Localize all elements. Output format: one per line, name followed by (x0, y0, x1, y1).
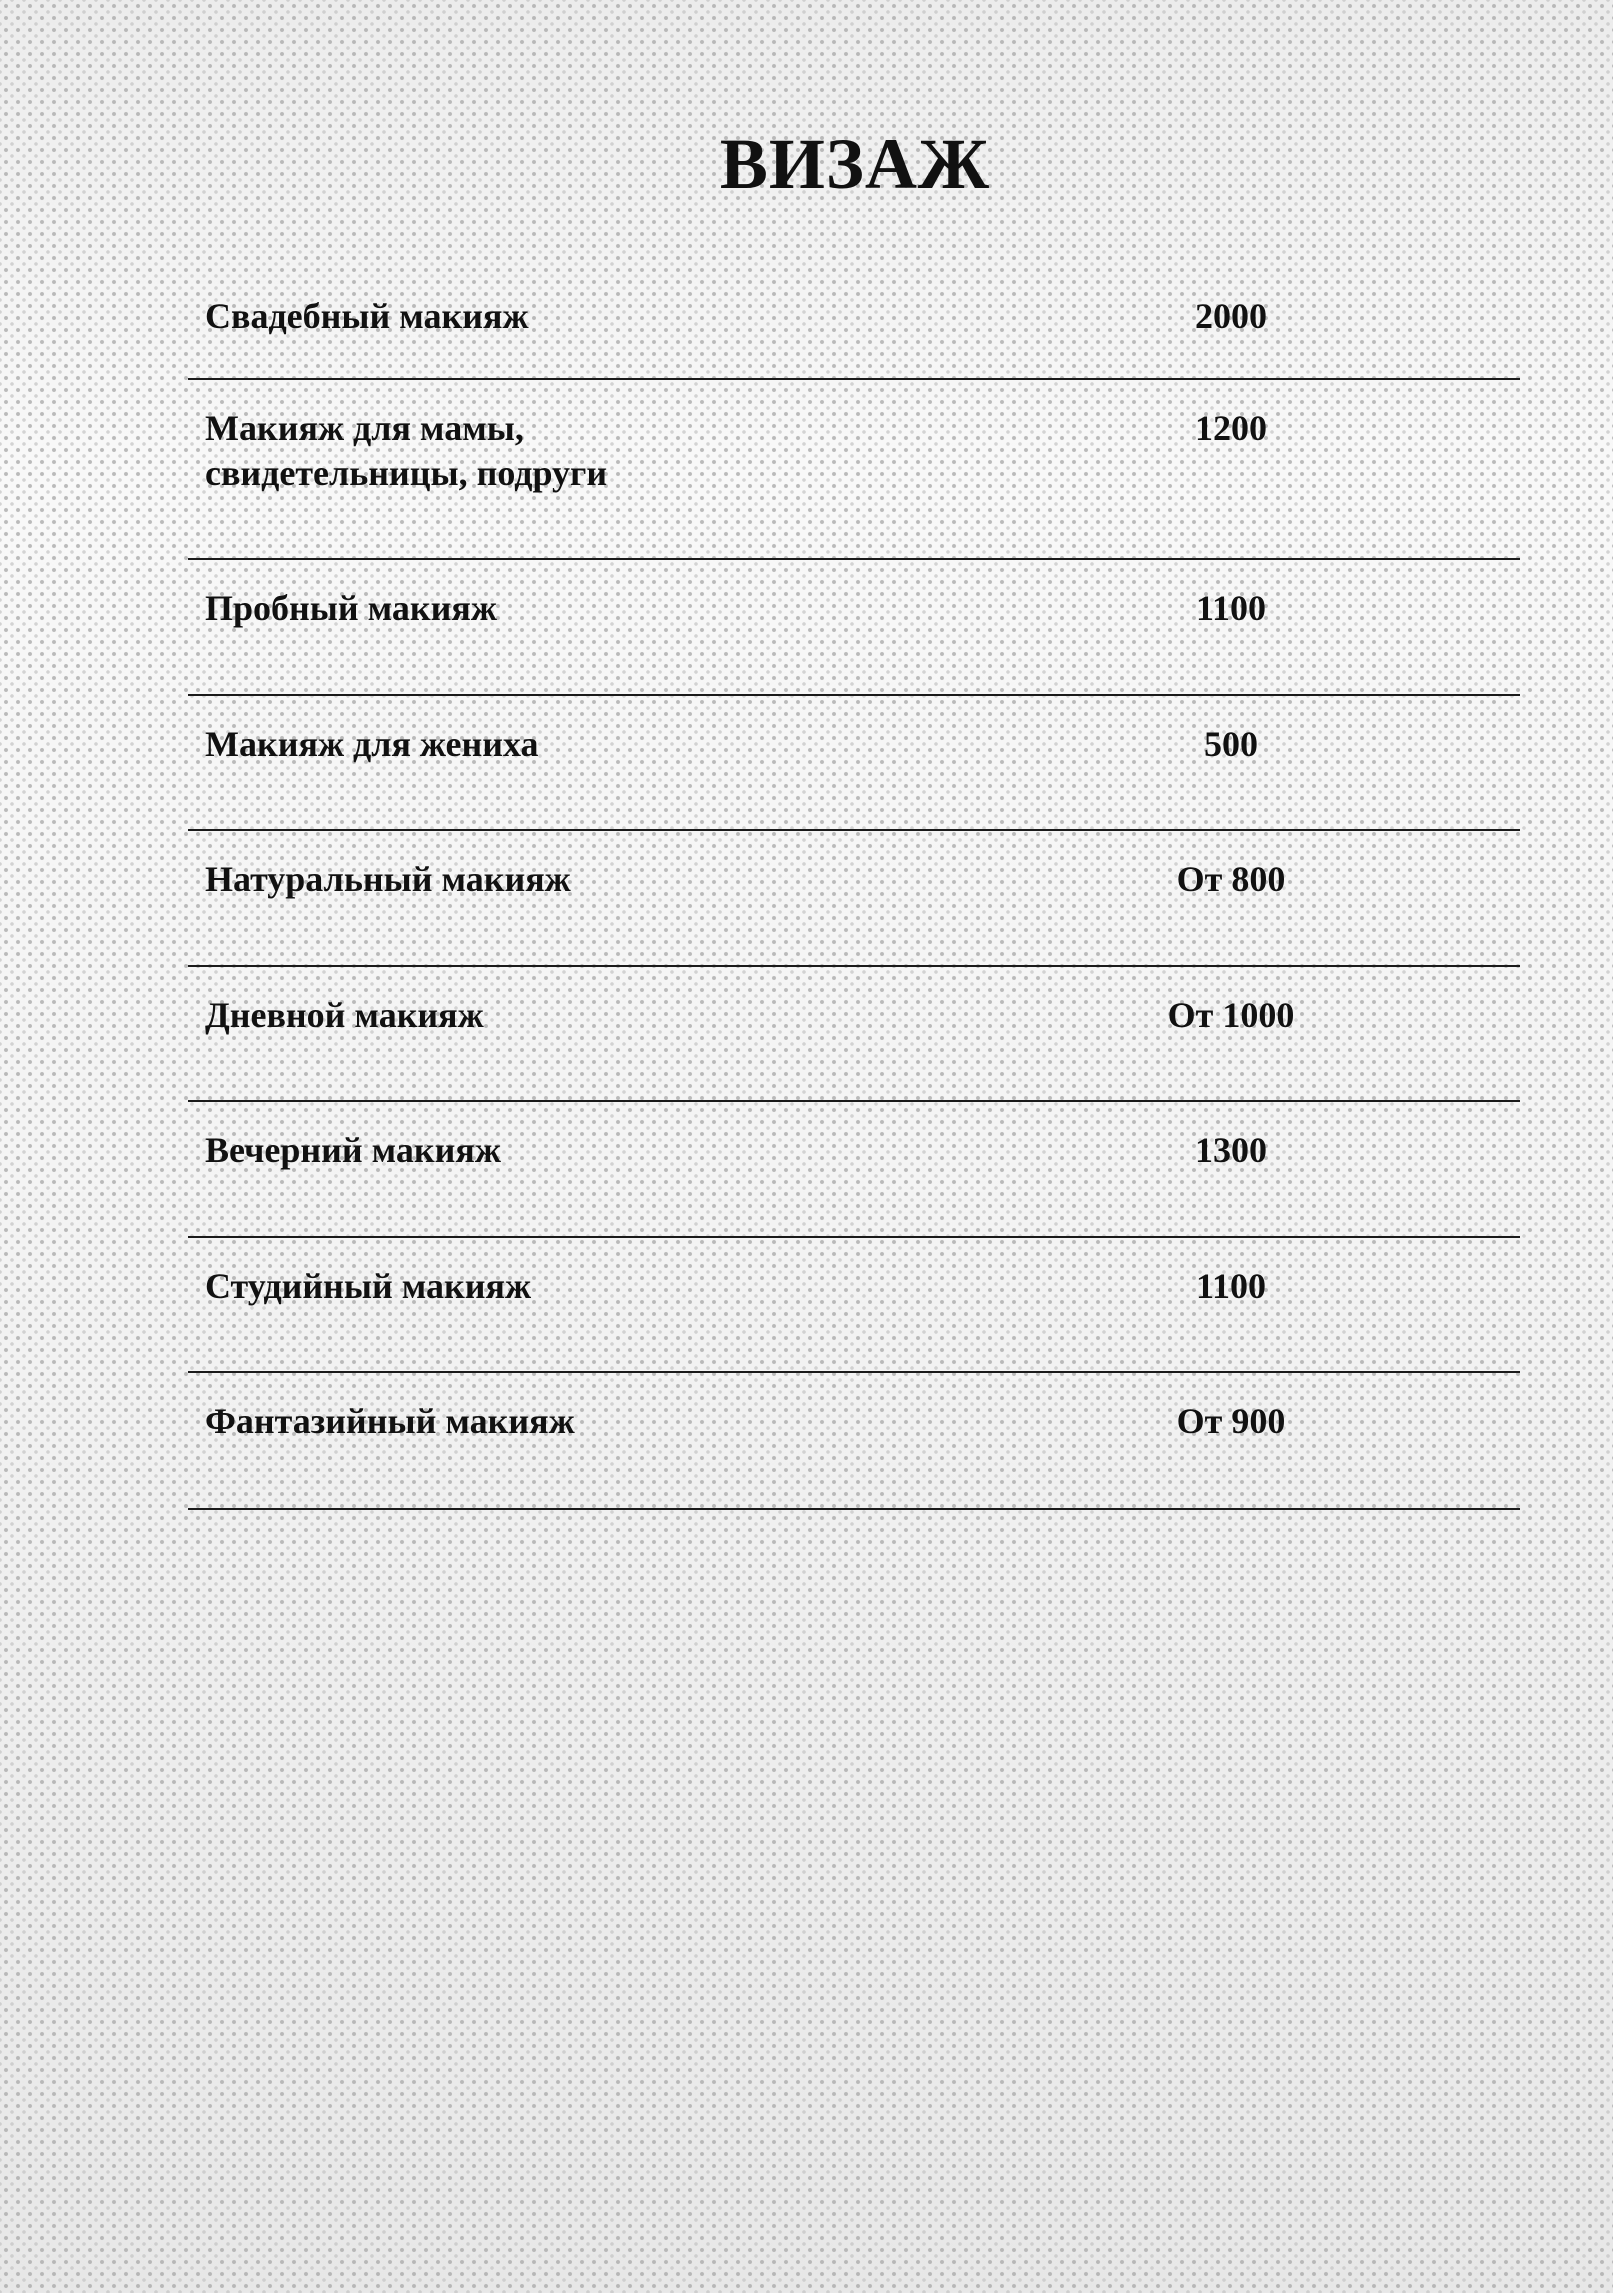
price-row (188, 831, 1520, 967)
price-row (188, 268, 1520, 380)
service-name: Студийный макияж (205, 1266, 532, 1306)
price-list (188, 268, 1520, 1510)
service-name: Вечерний макияж (205, 1130, 501, 1170)
service-price: От 1000 (1167, 995, 1295, 1035)
price-row (188, 560, 1520, 696)
service-price: 1200 (1195, 408, 1267, 448)
price-row (188, 696, 1520, 831)
service-name: Натуральный макияж (205, 859, 571, 899)
service-price: 2000 (1195, 296, 1267, 336)
service-price: 1100 (1195, 588, 1266, 628)
service-name: Пробный макияж (205, 588, 497, 628)
service-price: 1300 (1195, 1130, 1267, 1170)
price-row (188, 1373, 1520, 1510)
price-row (188, 380, 1520, 560)
page-title: ВИЗАЖ (719, 124, 991, 204)
service-name: Фантазийный макияж (205, 1401, 575, 1441)
price-row (188, 1102, 1520, 1238)
service-price: От 900 (1176, 1401, 1286, 1441)
service-price: От 800 (1176, 859, 1286, 899)
service-name: Макияж для жениха (205, 724, 539, 764)
service-price: 500 (1204, 724, 1258, 764)
service-name: Макияж для мамы, свидетельницы, подруги (205, 408, 608, 493)
service-name: Свадебный макияж (205, 296, 529, 336)
service-name: Дневной макияж (205, 995, 484, 1035)
price-row (188, 967, 1520, 1102)
service-price: 1100 (1195, 1266, 1266, 1306)
price-row (188, 1238, 1520, 1373)
